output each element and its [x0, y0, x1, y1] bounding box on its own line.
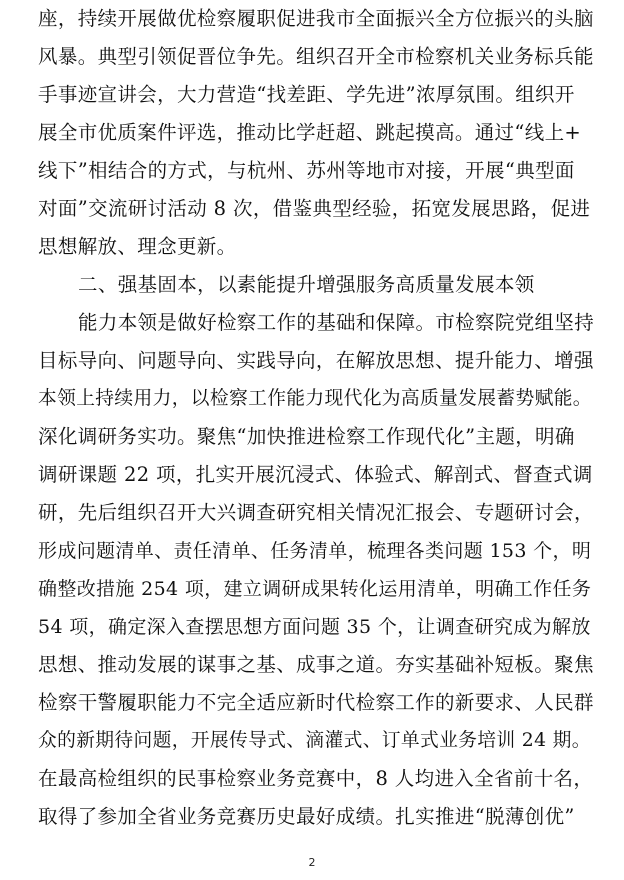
text-line: 取得了参加全省业务竞赛历史最好成绩。扎实推进“脱薄创优”: [38, 805, 575, 828]
text-line: 检察干警履职能力不完全适应新时代检察工作的新要求、人民群: [38, 691, 594, 714]
document-body: [38, 0, 596, 836]
text-line: 深化调研务实功。聚焦“加快推进检察工作现代化”主题，明确: [38, 425, 575, 448]
text-line: 思想解放、理念更新。: [38, 235, 237, 258]
text-line: 目标导向、问题导向、实践导向，在解放思想、提升能力、增强: [38, 349, 594, 372]
text-line: 展全市优质案件评选，推动比学赶超、跳起摸高。通过“线上+: [38, 121, 582, 144]
text-line: 在最高检组织的民事检察业务竞赛中，8 人均进入全省前十名，: [38, 767, 594, 790]
text-line: 线下”相结合的方式，与杭州、苏州等地市对接，开展“典型面: [38, 159, 575, 182]
text-line: 座，持续开展做优检察履职促进我市全面振兴全方位振兴的头脑: [38, 7, 594, 30]
text-line: 54 项，确定深入查摆思想方面问题 35 个，让调查研究成为解放: [38, 616, 591, 638]
text-line: 形成问题清单、责任清单、任务清单，梳理各类问题 153 个，明: [38, 540, 592, 562]
text-line: 思想、推动发展的谋事之基、成事之道。夯实基础补短板。聚焦: [38, 653, 594, 676]
text-line: 对面”交流研讨活动 8 次，借鉴典型经验，拓宽发展思路，促进: [38, 197, 591, 220]
text-line: 手事迹宣讲会，大力营造“找差距、学先进”浓厚氛围。组织开: [38, 83, 575, 106]
page-number: 2: [308, 856, 316, 869]
text-line: 众的新期待问题，开展传导式、滴灌式、订单式业务培训 24 期。: [38, 730, 591, 751]
section-heading: 二、强基固本，以素能提升增强服务高质量发展本领: [78, 273, 535, 296]
paragraph-first-line: 能力本领是做好检察工作的基础和保障。市检察院党组坚持: [78, 311, 595, 334]
text-line: 调研课题 22 项，扎实开展沉浸式、体验式、解剖式、督查式调: [38, 463, 593, 486]
text-line: 风暴。典型引领促晋位争先。组织召开全市检察机关业务标兵能: [38, 45, 594, 68]
text-line: 研，先后组织召开大兴调查研究相关情况汇报会、专题研讨会，: [38, 501, 594, 524]
text-line: 确整改措施 254 项，建立调研成果转化运用清单，明确工作任务: [38, 578, 592, 600]
text-line: 本领上持续用力，以检察工作能力现代化为高质量发展蓄势赋能。: [38, 388, 592, 409]
